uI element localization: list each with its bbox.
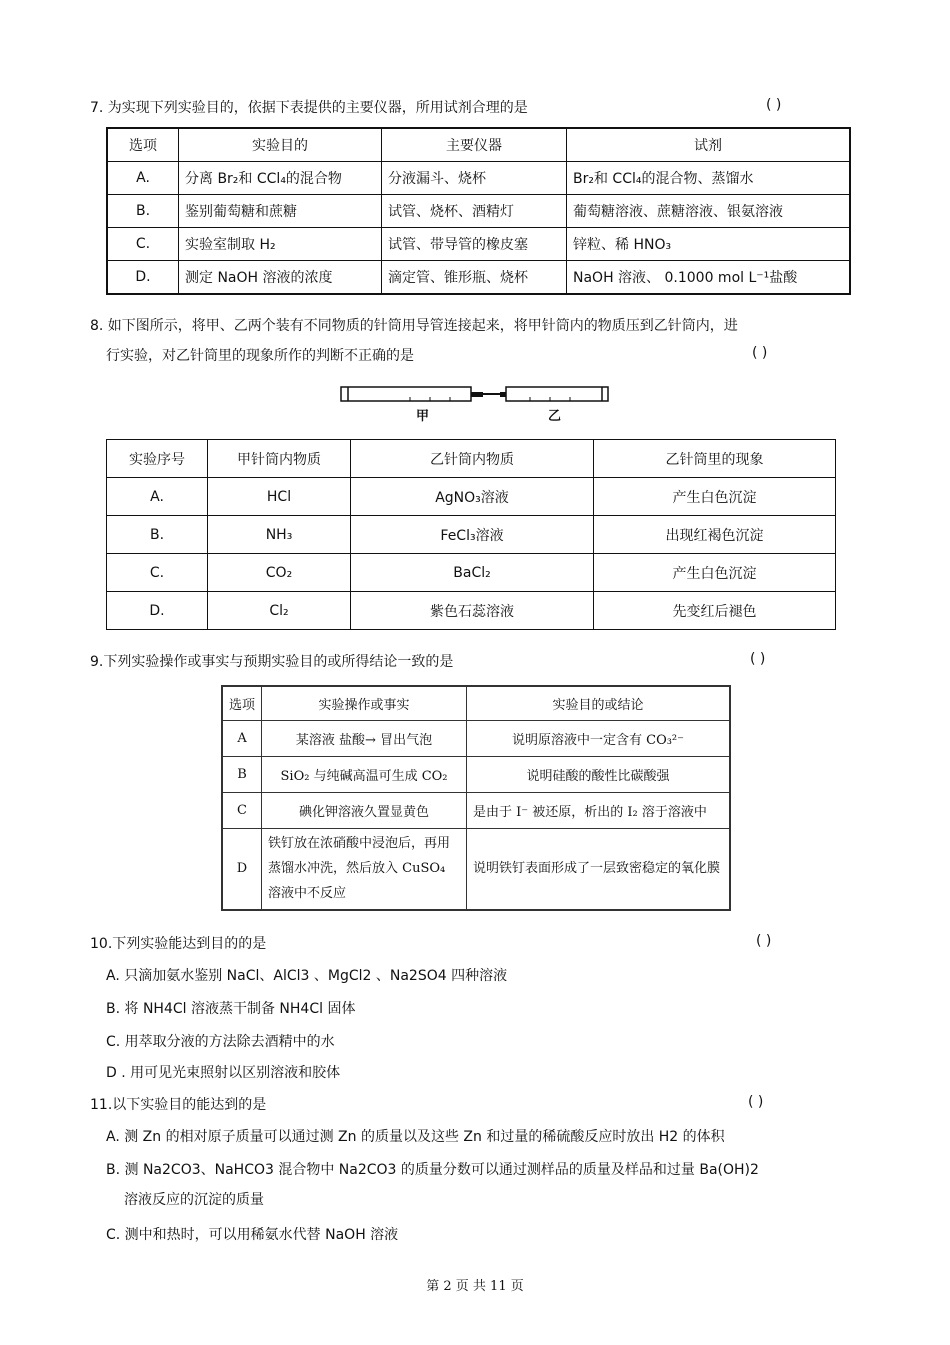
q7-cell: 分离 Br₂和 CCl₄的混合物	[179, 162, 382, 195]
q9-stem: 9.下列实验操作或事实与预期实验目的或所得结论一致的是	[90, 654, 454, 670]
q9-header-1: 实验操作或事实	[262, 686, 467, 720]
q7-stem: 7. 为实现下列实验目的，依据下表提供的主要仪器，所用试剂合理的是	[90, 100, 528, 116]
q8-paren: ( )	[752, 345, 768, 361]
q9-cell: B	[222, 756, 262, 792]
q8-header-1: 甲针筒内物质	[208, 440, 351, 478]
q7-cell: D.	[107, 261, 179, 295]
q9-cell: 是由于 I⁻ 被还原，析出的 I₂ 溶于溶液中	[467, 792, 730, 828]
q9-cell: D	[222, 828, 262, 910]
q9-cell: A	[222, 720, 262, 756]
syringe-drawing	[340, 383, 610, 405]
q7-paren: ( )	[766, 97, 782, 113]
q9-cell: 铁钉放在浓硝酸中浸泡后，再用蒸馏水冲洗，然后放入 CuSO₄ 溶液中不反应	[262, 828, 467, 910]
q9-cell: 说明硅酸的酸性比碳酸强	[467, 756, 730, 792]
q7-cell: A.	[107, 162, 179, 195]
page-footer: 第 2 页 共 11 页	[426, 1279, 524, 1294]
q8-cell: CO₂	[208, 554, 351, 592]
q10-option-d: D . 用可见光束照射以区别溶液和胶体	[106, 1065, 341, 1081]
q10-option-c: C. 用萃取分液的方法除去酒精中的水	[106, 1034, 335, 1050]
q11-paren: ( )	[748, 1094, 764, 1110]
q8-cell: 出现红褐色沉淀	[594, 516, 836, 554]
q7-table	[106, 127, 851, 295]
q9-cell: C	[222, 792, 262, 828]
table-row	[222, 828, 730, 910]
q8-cell: 产生白色沉淀	[594, 554, 836, 592]
q8-stem-line2: 行实验，对乙针筒里的现象所作的判断不正确的是	[106, 348, 414, 364]
q8-table	[106, 439, 836, 630]
q8-header-2: 乙针筒内物质	[351, 440, 594, 478]
table-row	[222, 720, 730, 756]
q10-paren: ( )	[756, 933, 772, 949]
q9-paren: ( )	[750, 651, 766, 667]
q8-cell: 紫色石蕊溶液	[351, 592, 594, 630]
q10-stem: 10.下列实验能达到目的的是	[90, 936, 267, 952]
syringe-diagram	[340, 383, 610, 423]
q8-cell: FeCl₃溶液	[351, 516, 594, 554]
q7-cell: 试管、带导管的橡皮塞	[382, 228, 567, 261]
q7-cell: 实验室制取 H₂	[179, 228, 382, 261]
q9-header-2: 实验目的或结论	[467, 686, 730, 720]
q9-cell: 说明原溶液中一定含有 CO₃²⁻	[467, 720, 730, 756]
q11-stem: 11.以下实验目的能达到的是	[90, 1097, 267, 1113]
q7-cell: 分液漏斗、烧杯	[382, 162, 567, 195]
q9-cell: 某溶液 盐酸→ 冒出气泡	[262, 720, 467, 756]
q11-option-b-line1: B. 测 Na2CO3、NaHCO3 混合物中 Na2CO3 的质量分数可以通过测样品的质量及样品和过量 Ba(OH)2	[106, 1162, 759, 1178]
q7-header-1: 实验目的	[179, 128, 382, 162]
q11-option-b-line2: 溶液反应的沉淀的质量	[124, 1192, 264, 1208]
q7-cell: C.	[107, 228, 179, 261]
q7-cell: 葡萄糖溶液、蔗糖溶液、银氨溶液	[567, 195, 851, 228]
q8-cell: 先变红后褪色	[594, 592, 836, 630]
q8-cell: D.	[107, 592, 208, 630]
q9-cell: 说明铁钉表面形成了一层致密稳定的氧化膜	[467, 828, 730, 910]
q8-cell: HCl	[208, 478, 351, 516]
table-row	[222, 686, 730, 720]
q8-cell: 产生白色沉淀	[594, 478, 836, 516]
q10-option-b: B. 将 NH4Cl 溶液蒸干制备 NH4Cl 固体	[106, 1001, 356, 1017]
table-row	[107, 478, 836, 516]
table-row	[107, 516, 836, 554]
q7-cell: 鉴别葡萄糖和蔗糖	[179, 195, 382, 228]
q8-cell: AgNO₃溶液	[351, 478, 594, 516]
table-row	[107, 440, 836, 478]
syringe-label-yi: 乙	[548, 409, 562, 424]
q8-cell: BaCl₂	[351, 554, 594, 592]
q7-cell: 锌粒、稀 HNO₃	[567, 228, 851, 261]
q11-option-c: C. 测中和热时，可以用稀氨水代替 NaOH 溶液	[106, 1227, 399, 1243]
q7-cell: 试管、烧杯、酒精灯	[382, 195, 567, 228]
q8-cell: NH₃	[208, 516, 351, 554]
q8-cell: B.	[107, 516, 208, 554]
table-row	[107, 592, 836, 630]
table-row	[222, 756, 730, 792]
q9-header-0: 选项	[222, 686, 262, 720]
syringe-label-jia: 甲	[416, 409, 430, 424]
table-row	[107, 261, 850, 295]
table-row	[107, 228, 850, 261]
table-row	[222, 792, 730, 828]
q7-header-3: 试剂	[567, 128, 851, 162]
q8-cell: A.	[107, 478, 208, 516]
q7-cell: 测定 NaOH 溶液的浓度	[179, 261, 382, 295]
table-row	[107, 128, 850, 162]
q7-header-2: 主要仪器	[382, 128, 567, 162]
q7-cell: NaOH 溶液、 0.1000 mol L⁻¹盐酸	[567, 261, 851, 295]
q7-cell: B.	[107, 195, 179, 228]
q10-option-a: A. 只滴加氨水鉴别 NaCl、AlCl3 、MgCl2 、Na2SO4 四种溶液	[106, 968, 508, 984]
q7-cell: 滴定管、锥形瓶、烧杯	[382, 261, 567, 295]
table-row	[107, 195, 850, 228]
q8-cell: Cl₂	[208, 592, 351, 630]
q9-cell: 碘化钾溶液久置显黄色	[262, 792, 467, 828]
q8-header-0: 实验序号	[107, 440, 208, 478]
q8-stem-line1: 8. 如下图所示，将甲、乙两个装有不同物质的针筒用导管连接起来，将甲针筒内的物质压到乙针筒内，进	[90, 318, 738, 334]
q9-table	[221, 685, 731, 911]
q8-header-3: 乙针筒里的现象	[594, 440, 836, 478]
q11-option-a: A. 测 Zn 的相对原子质量可以通过测 Zn 的质量以及这些 Zn 和过量的稀硫酸反应时放出 H2 的体积	[106, 1129, 725, 1145]
q7-cell: Br₂和 CCl₄的混合物、蒸馏水	[567, 162, 851, 195]
table-row	[107, 554, 836, 592]
table-row	[107, 162, 850, 195]
q7-header-0: 选项	[107, 128, 179, 162]
q8-cell: C.	[107, 554, 208, 592]
q9-cell: SiO₂ 与纯碱高温可生成 CO₂	[262, 756, 467, 792]
